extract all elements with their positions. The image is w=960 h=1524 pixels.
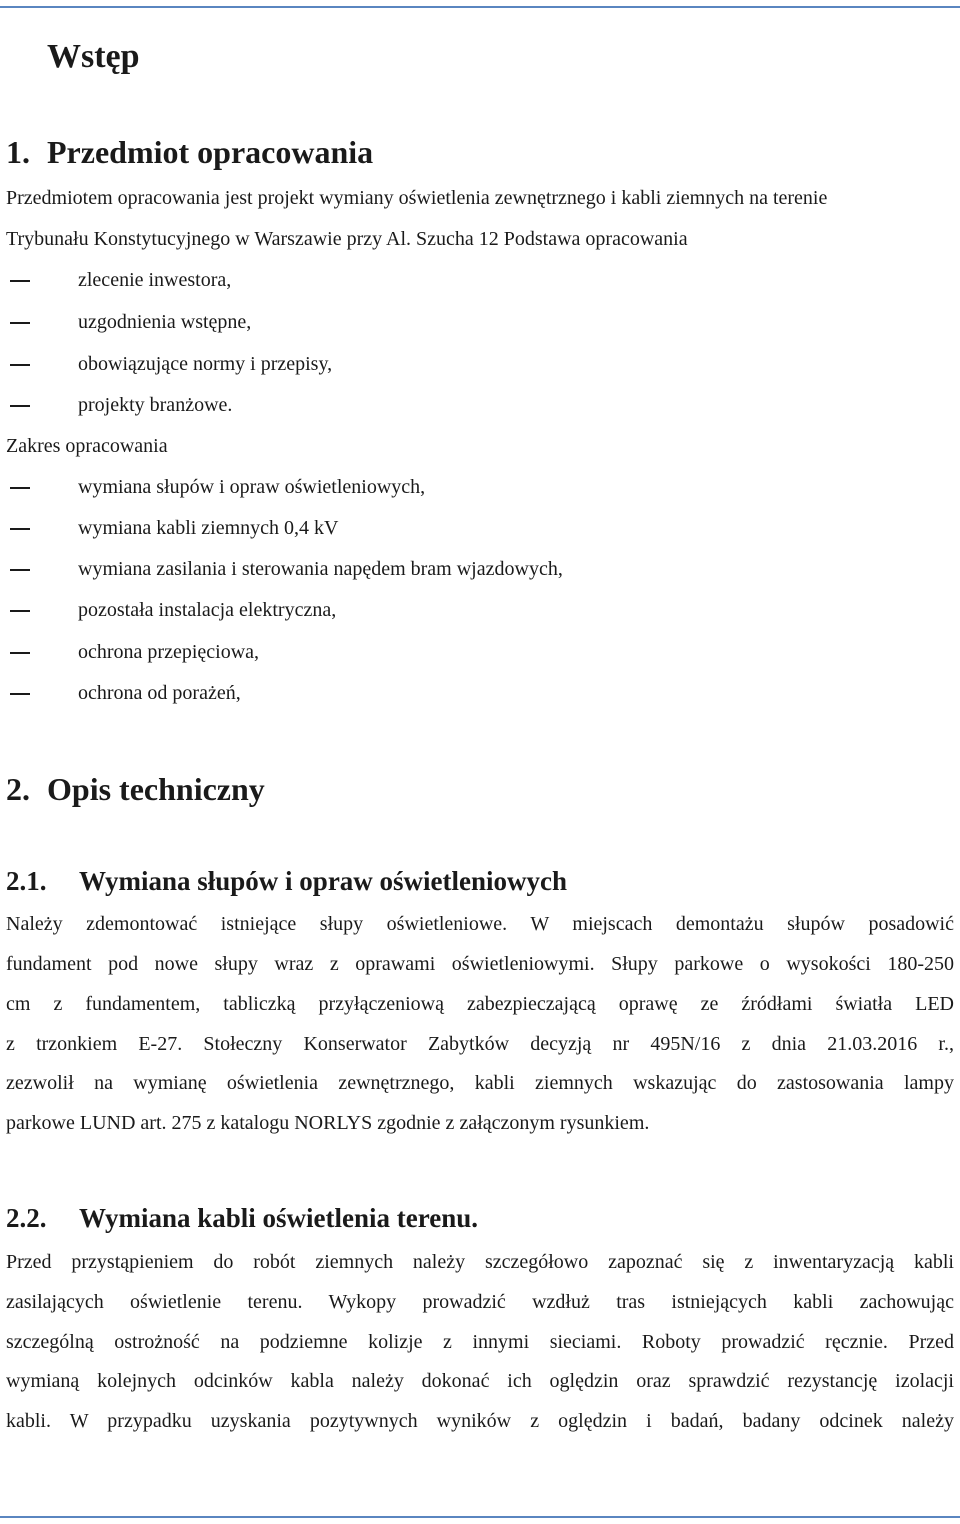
dash-bullet-icon (10, 364, 30, 366)
paragraph-line: cm z fundamentem, tabliczką przyłączeniową zabezpieczającą oprawę ze źródłami światła LED (6, 993, 954, 1015)
subsection-2-1-title: Wymiana słupów i opraw oświetleniowych (79, 866, 568, 896)
top-rule (0, 6, 960, 8)
basis-list-item: uzgodnienia wstępne, (10, 310, 251, 334)
dash-bullet-icon (10, 610, 30, 612)
paragraph-line: Przed przystąpieniem do robót ziemnych należy szczegółowo zapoznać się z inwentaryzacją kabli (6, 1251, 954, 1273)
paragraph-line: szczególną ostrożność na podziemne kolizje z innymi sieciami. Roboty prowadzić ręcznie. Przed (6, 1331, 954, 1353)
section-2-heading (6, 771, 265, 808)
section-1-title: Przedmiot opracowania (47, 134, 374, 170)
scope-list-item: wymiana kabli ziemnych 0,4 kV (10, 516, 339, 540)
dash-bullet-icon (10, 405, 30, 407)
scope-list-item: ochrona przepięciowa, (10, 640, 259, 664)
paragraph-line: kabli. W przypadku uzyskania pozytywnych wyników z oględzin i badań, badany odcinek należy (6, 1410, 954, 1432)
bottom-rule (0, 1516, 960, 1518)
dash-bullet-icon (10, 280, 30, 282)
dash-bullet-icon (10, 322, 30, 324)
subsection-2-1-number: 2.1. (6, 866, 47, 896)
section-2-title: Opis techniczny (47, 771, 265, 807)
section-1-heading (6, 134, 373, 171)
paragraph-line: z trzonkiem E-27. Stołeczny Konserwator Zabytków decyzją nr 495N/16 z dnia 21.03.2016 r., (6, 1033, 954, 1055)
scope-list-item: pozostała instalacja elektryczna, (10, 598, 336, 622)
subsection-2-2-heading (6, 1203, 478, 1234)
section-1-number: 1. (6, 134, 30, 170)
basis-list-item: zlecenie inwestora, (10, 268, 231, 292)
paragraph-line: parkowe LUND art. 275 z katalogu NORLYS zgodnie z załączonym rysunkiem. (6, 1112, 650, 1134)
paragraph-line: fundament pod nowe słupy wraz z oprawami oświetleniowymi. Słupy parkowe o wysokości 180-250 (6, 953, 954, 975)
paragraph-line: wymianą kolejnych odcinków kabla należy dokonać ich oględzin oraz sprawdzić rezystancję izolacji (6, 1370, 954, 1392)
subsection-2-2-title: Wymiana kabli oświetlenia terenu. (79, 1203, 479, 1233)
paragraph-line: Trybunału Konstytucyjnego w Warszawie przy Al. Szucha 12 Podstawa opracowania (6, 228, 688, 250)
dash-bullet-icon (10, 487, 30, 489)
dash-bullet-icon (10, 569, 30, 571)
scope-list-item: wymiana słupów i opraw oświetleniowych, (10, 475, 425, 499)
paragraph-line: zezwolił na wymianę oświetlenia zewnętrznego, kabli ziemnych wskazując do zastosowania lampy (6, 1072, 954, 1094)
subsection-2-2-number: 2.2. (6, 1203, 47, 1233)
page-heading: Wstęp (47, 38, 140, 75)
dash-bullet-icon (10, 693, 30, 695)
paragraph-line: Należy zdemontować istniejące słupy oświetleniowe. W miejscach demontażu słupów posadowić (6, 913, 954, 935)
scope-list-item: ochrona od porażeń, (10, 681, 241, 705)
scope-list-item: wymiana zasilania i sterowania napędem bram wjazdowych, (10, 557, 563, 581)
basis-list-item: projekty branżowe. (10, 393, 232, 417)
section-2-number: 2. (6, 771, 30, 807)
dash-bullet-icon (10, 528, 30, 530)
dash-bullet-icon (10, 652, 30, 654)
paragraph-line: zasilających oświetlenie terenu. Wykopy prowadzić wzdłuż tras istniejących kabli zachowując (6, 1291, 954, 1313)
subsection-2-1-heading (6, 866, 567, 897)
paragraph-line: Przedmiotem opracowania jest projekt wymiany oświetlenia zewnętrznego i kabli ziemnych na terenie (6, 187, 828, 209)
basis-list-item: obowiązujące normy i przepisy, (10, 352, 332, 376)
scope-label: Zakres opracowania (6, 435, 168, 457)
